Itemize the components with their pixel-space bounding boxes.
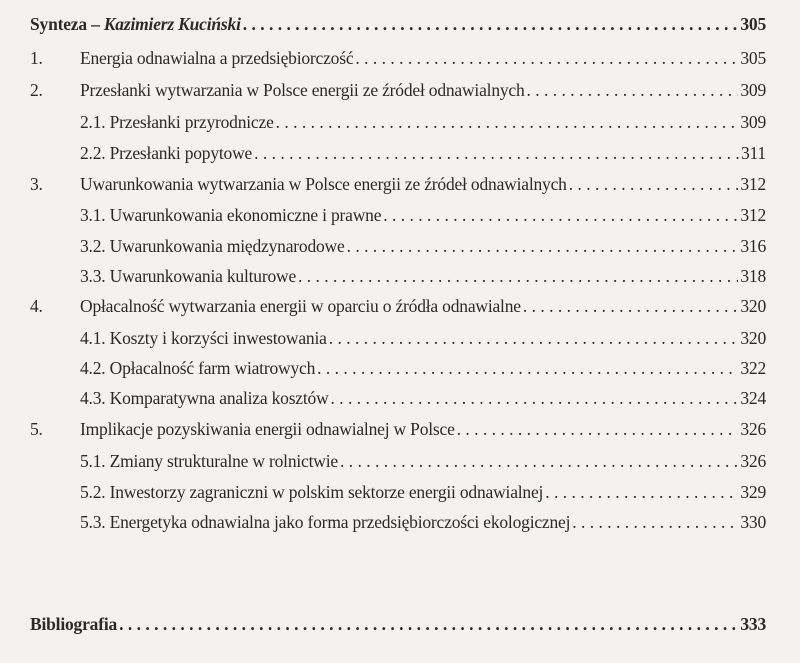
dot-leader — [383, 205, 738, 226]
page-number: 322 — [740, 358, 766, 378]
toc-entry — [30, 80, 766, 104]
toc-entry — [30, 419, 766, 443]
dot-leader — [119, 614, 738, 635]
dot-leader — [523, 296, 739, 317]
toc-entry — [30, 482, 766, 506]
page-number: 305 — [740, 48, 766, 68]
page-number: 333 — [740, 614, 766, 634]
page-number: 324 — [740, 388, 766, 408]
toc-entry — [30, 112, 766, 136]
entry-number: 1. — [30, 48, 43, 68]
toc-entry — [30, 296, 766, 320]
page-number: 309 — [740, 112, 766, 132]
entry-title: 4.1. Koszty i korzyści inwestowania — [80, 328, 327, 348]
dot-leader — [317, 358, 738, 379]
toc-entry — [30, 174, 766, 198]
dot-leader — [572, 512, 738, 533]
toc-entry — [30, 451, 766, 475]
dot-leader — [527, 80, 739, 101]
page-number: 316 — [740, 236, 766, 256]
dot-leader — [355, 48, 738, 69]
entry-title: 5.1. Zmiany strukturalne w rolnictwie — [80, 451, 338, 471]
dot-leader — [347, 236, 739, 257]
page-number: 311 — [740, 143, 766, 163]
entry-title: 4.2. Opłacalność farm wiatrowych — [80, 358, 316, 378]
toc-entry — [30, 143, 766, 167]
toc-entry — [30, 358, 766, 382]
entry-title: Opłacalność wytwarzania energii w oparciu o źródła odnawialne — [80, 296, 521, 316]
entry-title: 2.2. Przesłanki popytowe — [80, 143, 253, 163]
page-number: 312 — [740, 174, 766, 194]
entry-title: Implikacje pozyskiwania energii odnawialnej w Polsce — [80, 419, 455, 439]
author-name: Kazimierz Kuciński — [103, 14, 241, 34]
dot-leader — [545, 482, 738, 503]
page-number: 318 — [740, 266, 766, 286]
entry-number: 2. — [30, 80, 43, 100]
toc-entry — [30, 205, 766, 229]
dot-leader — [331, 388, 739, 409]
page-number: 320 — [740, 328, 766, 348]
section-label: Synteza – — [30, 14, 104, 34]
page-number: 320 — [740, 296, 766, 316]
dot-leader — [243, 14, 739, 35]
entry-number: 4. — [30, 296, 43, 316]
toc-entry — [30, 328, 766, 352]
entry-title: 3.2. Uwarunkowania międzynarodowe — [80, 236, 345, 256]
entry-title: Uwarunkowania wytwarzania w Polsce energii ze źródeł odnawialnych — [80, 174, 567, 194]
entry-title: Energia odnawialna a przedsiębiorczość — [80, 48, 354, 68]
page-number: 305 — [740, 14, 766, 34]
page-number: 326 — [740, 419, 766, 439]
entry-title: 5.2. Inwestorzy zagraniczni w polskim sektorze energii odnawialnej — [80, 482, 544, 502]
entry-number: 5. — [30, 419, 43, 439]
dot-leader — [276, 112, 739, 133]
toc-entry — [30, 388, 766, 412]
page-number: 326 — [740, 451, 766, 471]
entry-title: 5.3. Energetyka odnawialna jako forma przedsiębiorczości ekologicznej — [80, 512, 571, 532]
entry-title: Przesłanki wytwarzania w Polsce energii ze źródeł odnawialnych — [80, 80, 525, 100]
entry-title: Bibliografia — [30, 614, 118, 634]
dot-leader — [569, 174, 739, 195]
entry-title: 3.1. Uwarunkowania ekonomiczne i prawne — [80, 205, 382, 225]
dot-leader — [298, 266, 738, 287]
dot-leader — [329, 328, 739, 349]
entry-number: 3. — [30, 174, 43, 194]
dot-leader — [457, 419, 739, 440]
toc-entry — [30, 48, 766, 72]
entry-title: 2.1. Przesłanki przyrodnicze — [80, 112, 274, 132]
dot-leader — [340, 451, 738, 472]
page-number: 312 — [740, 205, 766, 225]
dot-leader — [254, 143, 739, 164]
toc-entry-bibliografia — [30, 614, 766, 638]
entry-title: 3.3. Uwarunkowania kulturowe — [80, 266, 297, 286]
page-number: 330 — [740, 512, 766, 532]
toc-entry — [30, 236, 766, 260]
toc-entry — [30, 266, 766, 290]
entry-title: 4.3. Komparatywna analiza kosztów — [80, 388, 329, 408]
toc-entry — [30, 512, 766, 536]
page-number: 309 — [740, 80, 766, 100]
page-number: 329 — [740, 482, 766, 502]
toc-entry-synteza — [30, 14, 766, 38]
